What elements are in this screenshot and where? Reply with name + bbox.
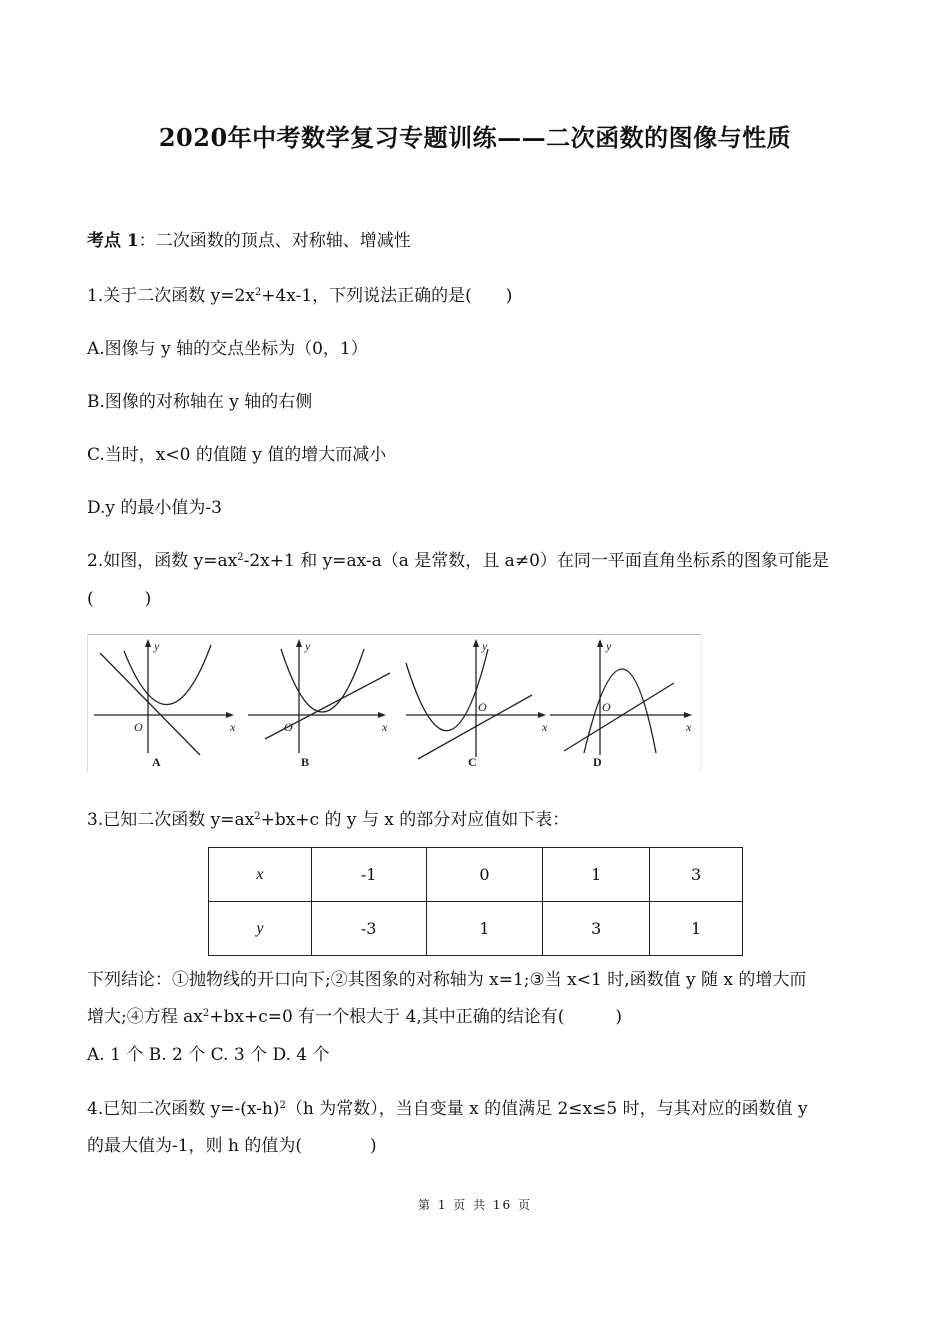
question-3-stem: 3.已知二次函数 $y=ax^2+bx+c$ 的 y 与 x 的部分对应值如下表： (87, 810, 570, 830)
table-cell: 1 (543, 848, 650, 902)
section-text: ：二次函数的顶点、对称轴、增减性 (138, 231, 411, 251)
question-2-figure (87, 634, 701, 773)
panel-label-d: D (593, 755, 602, 769)
question-3-conclusions-line2: 增大;④方程 $ax^2+bx+c=0$ 有一个根大于 4,其中正确的结论有( ) (87, 1007, 623, 1027)
panel-label-c: C (468, 755, 477, 769)
table-row (209, 848, 743, 902)
table-cell: 0 (426, 848, 543, 902)
table-header-x: x (209, 848, 312, 902)
question-4-stem-line2: 的最大值为-1，则 h 的值为( ) (87, 1136, 377, 1156)
axis-label-y: y (482, 639, 488, 653)
question-2-stem-line2: ( ) (87, 589, 152, 609)
table-row (209, 902, 743, 956)
panel-label-a: A (152, 755, 161, 769)
origin-label: O (478, 700, 487, 714)
table-cell: 3 (543, 902, 650, 956)
axis-label-x: x (542, 720, 548, 734)
graph-panel-b (248, 639, 390, 769)
question-1-option-a: A.图像与 y 轴的交点坐标为（0，1） (87, 339, 368, 359)
table-cell: 3 (650, 848, 743, 902)
graph-panel-c (406, 639, 548, 769)
origin-label: O (284, 720, 293, 734)
graph-panel-d (550, 639, 692, 769)
panel-label-b: B (301, 755, 310, 769)
table-cell: -3 (311, 902, 426, 956)
axis-label-y: y (305, 639, 311, 653)
axis-label-x: x (230, 720, 236, 734)
table-cell: 1 (650, 902, 743, 956)
graph-panel-a (94, 639, 236, 769)
value-table (208, 847, 743, 956)
question-2-stem: 2.如图，函数 $y=ax^2-2x+1$ 和 y=ax-a（a 是常数，且 a≠0）在同一平面直角坐标系的图象可能是 (87, 551, 829, 571)
table-header-y: y (209, 902, 312, 956)
table-cell: -1 (311, 848, 426, 902)
page-footer: 第 1 页 共 16 页 (418, 1198, 532, 1212)
origin-label: O (602, 700, 611, 714)
question-1-option-b: B.图像的对称轴在 y 轴的右侧 (87, 392, 313, 412)
page-title: 2020年中考数学复习专题训练——二次函数的图像与性质 (158, 123, 792, 152)
question-1-stem: 1.关于二次函数 $y=2x^2+4x-1$，下列说法正确的是( ) (87, 286, 513, 306)
question-1-option-c: C.当时，x<0 的值随 y 值的增大而减小 (87, 445, 387, 465)
axis-label-x: x (686, 720, 692, 734)
origin-label: O (134, 720, 143, 734)
section-heading (87, 226, 411, 251)
section-label: 考点 1 (87, 231, 139, 251)
question-3-options: A. 1 个 B. 2 个 C. 3 个 D. 4 个 (87, 1045, 330, 1065)
axis-label-y: y (606, 639, 612, 653)
question-4-stem: 4.已知二次函数 $y=-(x-h)^2(h$ 为常数），当自变量 x 的值满足 2≤x≤5 时，与其对应的函数值 y (87, 1099, 808, 1119)
axis-label-y: y (154, 639, 160, 653)
table-cell: 1 (426, 902, 543, 956)
axis-label-x: x (382, 720, 388, 734)
question-1-option-d: D.y 的最小值为-3 (87, 498, 222, 518)
question-3-conclusions: 下列结论：①抛物线的开口向下;②其图象的对称轴为 x=1;③当 x<1 时,函数值 y 随 x 的增大而 (87, 970, 807, 990)
